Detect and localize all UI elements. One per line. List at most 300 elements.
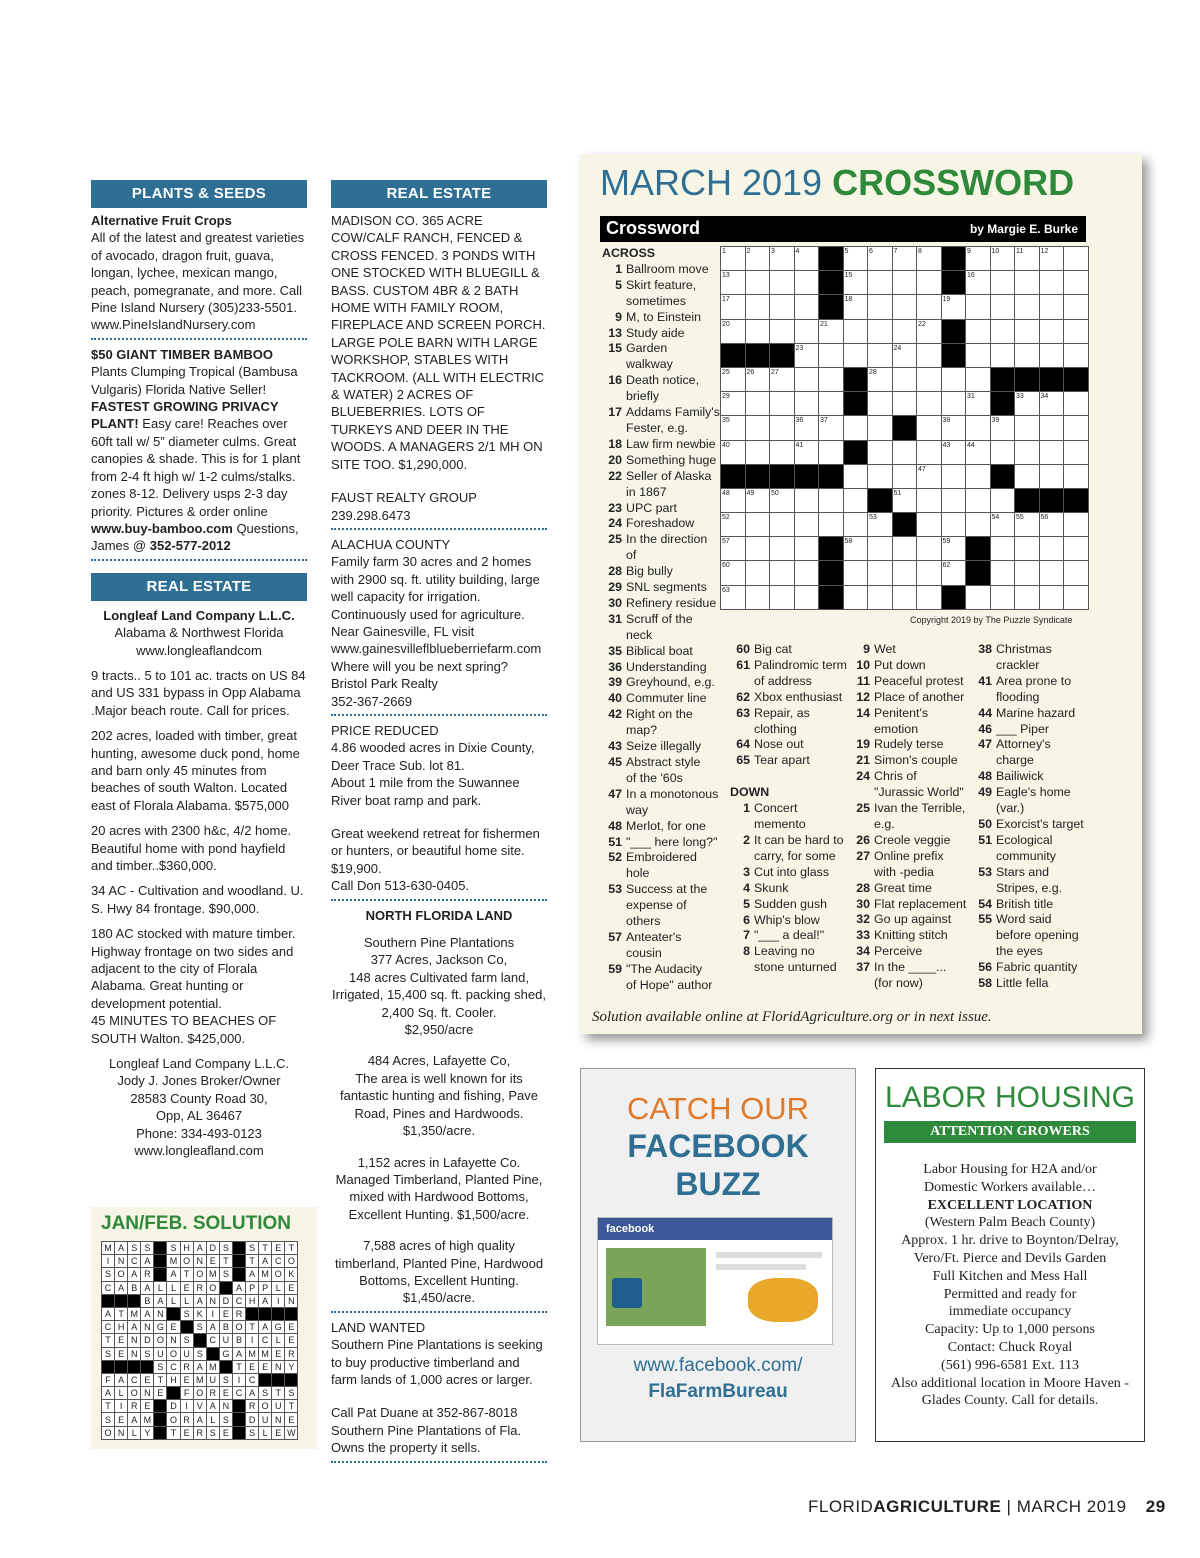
grid-cell[interactable]	[794, 271, 819, 295]
facebook-link[interactable]: www.facebook.com/	[633, 1355, 803, 1376]
solution-cell: C	[232, 1294, 245, 1307]
grid-cell[interactable]	[892, 440, 917, 464]
grid-cell[interactable]	[966, 343, 991, 367]
grid-cell[interactable]: 60	[721, 561, 746, 585]
clue-continuation: of address	[754, 673, 812, 688]
solution-cell: R	[232, 1307, 245, 1320]
grid-cell[interactable]	[917, 585, 942, 609]
listing: 9 tracts.. 5 to 101 ac. tracts on US 84 and US 331 bypass in Opp Alabama .Major beach route. Call for prices.	[91, 667, 306, 718]
grid-cell[interactable]: 44	[966, 440, 991, 464]
grid-cell[interactable]: 5	[843, 247, 868, 271]
grid-cell[interactable]: 49	[745, 488, 770, 512]
grid-cell	[868, 488, 893, 512]
solution-cell: I	[115, 1400, 128, 1413]
grid-cell[interactable]	[770, 513, 795, 537]
grid-cell[interactable]: 38	[941, 416, 966, 440]
clue: 50 Exorcist's target	[978, 816, 1084, 831]
grid-cell	[794, 464, 819, 488]
solution-cell: M	[206, 1268, 219, 1281]
grid-cell	[941, 247, 966, 271]
grid-cell[interactable]	[868, 392, 893, 416]
page-text-placeholder	[716, 1252, 822, 1258]
grid-cell[interactable]	[1064, 295, 1089, 319]
grid-cell[interactable]: 28	[868, 367, 893, 391]
grid-cell[interactable]	[1064, 392, 1089, 416]
grid-cell[interactable]	[868, 561, 893, 585]
solution-cell	[193, 1334, 206, 1347]
grid-cell[interactable]: 15	[843, 271, 868, 295]
grid-cell[interactable]	[941, 392, 966, 416]
grid-cell	[770, 343, 795, 367]
grid-cell[interactable]	[843, 513, 868, 537]
solution-cell: O	[259, 1400, 272, 1413]
crossword-title: MARCH 2019 CROSSWORD	[600, 162, 1075, 203]
clue-continuation: e.g.	[874, 816, 895, 831]
solution-cell	[154, 1242, 167, 1255]
grid-cell[interactable]: 41	[794, 440, 819, 464]
grid-cell[interactable]: 51	[892, 488, 917, 512]
grid-cell[interactable]	[868, 537, 893, 561]
grid-cell[interactable]	[1039, 416, 1064, 440]
grid-cell[interactable]: 43	[941, 440, 966, 464]
grid-cell[interactable]	[892, 585, 917, 609]
clue: 35 Biblical boat	[608, 643, 693, 658]
crossword-panel	[580, 154, 1142, 1034]
grid-cell[interactable]: 29	[721, 392, 746, 416]
grid-cell[interactable]	[1015, 343, 1040, 367]
solution-cell: S	[154, 1360, 167, 1373]
grid-cell[interactable]: 4	[794, 247, 819, 271]
solution-cell: U	[219, 1334, 232, 1347]
grid-cell[interactable]	[1064, 537, 1089, 561]
ad-link[interactable]: www.buy-bamboo.com	[91, 520, 233, 536]
grid-cell[interactable]	[868, 464, 893, 488]
grid-cell[interactable]	[1015, 319, 1040, 343]
grid-cell[interactable]	[770, 295, 795, 319]
grid-cell[interactable]	[990, 440, 1015, 464]
grid-cell[interactable]	[770, 440, 795, 464]
grid-cell[interactable]	[770, 416, 795, 440]
grid-cell[interactable]	[1039, 537, 1064, 561]
grid-cell[interactable]: 10	[990, 247, 1015, 271]
orange-photo	[748, 1278, 818, 1322]
grid-cell[interactable]	[868, 319, 893, 343]
grid-cell[interactable]: 8	[917, 247, 942, 271]
clue: 34 Perceive	[856, 944, 923, 959]
solution-cell: M	[141, 1413, 154, 1426]
grid-cell[interactable]	[745, 392, 770, 416]
grid-cell[interactable]	[917, 488, 942, 512]
labor-housing-ad	[875, 1068, 1145, 1442]
grid-cell	[892, 416, 917, 440]
grid-cell[interactable]: 53	[868, 513, 893, 537]
grid-cell[interactable]	[794, 392, 819, 416]
solution-cell: A	[232, 1281, 245, 1294]
clue: 24 Chris of	[856, 769, 917, 784]
grid-cell[interactable]	[745, 537, 770, 561]
crossword-grid[interactable]	[720, 246, 1089, 610]
grid-cell[interactable]	[941, 367, 966, 391]
grid-cell[interactable]	[917, 440, 942, 464]
grid-cell[interactable]	[745, 295, 770, 319]
solution-cell: H	[167, 1373, 180, 1386]
solution-cell: A	[128, 1268, 141, 1281]
grid-cell[interactable]	[917, 367, 942, 391]
clue: 60 Big cat	[736, 642, 792, 656]
grid-cell[interactable]	[745, 416, 770, 440]
solution-cell: H	[246, 1294, 259, 1307]
grid-cell[interactable]	[819, 513, 844, 537]
grid-cell[interactable]	[941, 488, 966, 512]
solution-cell: A	[167, 1268, 180, 1281]
grid-cell[interactable]: 48	[721, 488, 746, 512]
grid-cell[interactable]	[745, 440, 770, 464]
grid-cell[interactable]	[843, 343, 868, 367]
solution-cell: O	[180, 1255, 193, 1268]
grid-cell[interactable]	[843, 319, 868, 343]
solution-cell: L	[128, 1426, 141, 1439]
solution-cell: E	[272, 1347, 285, 1360]
grid-cell[interactable]	[990, 295, 1015, 319]
grid-cell	[941, 319, 966, 343]
grid-cell[interactable]	[819, 367, 844, 391]
clue: 5 Skirt feature,	[615, 277, 697, 292]
clue: 28 Great time	[856, 880, 932, 895]
grid-cell[interactable]: 63	[721, 585, 746, 609]
grid-cell[interactable]	[966, 513, 991, 537]
grid-cell[interactable]	[843, 585, 868, 609]
clue-continuation: emotion	[874, 721, 919, 736]
grid-cell[interactable]	[990, 488, 1015, 512]
grid-cell[interactable]	[819, 343, 844, 367]
grid-cell[interactable]	[1015, 440, 1040, 464]
ad-headline: FACEBOOK	[627, 1128, 809, 1164]
grid-cell[interactable]: 18	[843, 295, 868, 319]
grid-cell[interactable]	[770, 561, 795, 585]
grid-cell[interactable]	[1064, 513, 1089, 537]
solution-cell: R	[246, 1400, 259, 1413]
grid-cell[interactable]	[892, 271, 917, 295]
footer-brand: FLORID	[808, 1497, 874, 1516]
solution-cell: A	[128, 1413, 141, 1426]
footer-issue: MARCH 2019	[1016, 1497, 1127, 1516]
grid-cell[interactable]	[917, 513, 942, 537]
solution-cell: E	[246, 1360, 259, 1373]
grid-cell[interactable]	[990, 537, 1015, 561]
grid-cell[interactable]	[892, 319, 917, 343]
signature-line: Jody J. Jones Broker/Owner	[117, 1073, 281, 1089]
section-header-real-estate: REAL ESTATE	[331, 180, 547, 208]
solution-cell	[141, 1360, 154, 1373]
solution-cell: F	[102, 1373, 115, 1386]
clue: 18 Law firm newbie	[608, 436, 716, 451]
grid-cell[interactable]	[966, 367, 991, 391]
grid-cell[interactable]	[917, 537, 942, 561]
grid-cell[interactable]: 19	[941, 295, 966, 319]
grid-cell[interactable]	[1039, 295, 1064, 319]
grid-cell[interactable]	[794, 585, 819, 609]
grid-cell[interactable]	[745, 561, 770, 585]
grid-cell[interactable]	[966, 416, 991, 440]
grid-cell[interactable]	[1039, 440, 1064, 464]
grid-cell[interactable]	[892, 464, 917, 488]
facebook-link[interactable]: FlaFarmBureau	[648, 1381, 788, 1402]
grid-cell[interactable]	[917, 271, 942, 295]
grid-cell[interactable]	[843, 416, 868, 440]
grid-cell[interactable]	[745, 513, 770, 537]
solution-cell: S	[180, 1307, 193, 1320]
grid-cell[interactable]	[1064, 561, 1089, 585]
grid-cell[interactable]	[770, 319, 795, 343]
grid-cell[interactable]	[1064, 343, 1089, 367]
grid-cell[interactable]: 1	[721, 247, 746, 271]
grid-cell[interactable]	[868, 343, 893, 367]
grid-cell[interactable]	[794, 513, 819, 537]
grid-cell[interactable]: 47	[917, 464, 942, 488]
solution-cell: A	[154, 1294, 167, 1307]
grid-cell[interactable]: 20	[721, 319, 746, 343]
grid-cell[interactable]	[770, 392, 795, 416]
grid-cell[interactable]	[917, 392, 942, 416]
solution-cell: U	[206, 1373, 219, 1386]
grid-cell[interactable]: 17	[721, 295, 746, 319]
grid-cell[interactable]	[819, 392, 844, 416]
grid-cell[interactable]: 62	[941, 561, 966, 585]
solution-cell: C	[232, 1387, 245, 1400]
grid-cell[interactable]	[1039, 319, 1064, 343]
grid-cell[interactable]: 16	[966, 271, 991, 295]
grid-cell[interactable]	[843, 561, 868, 585]
grid-cell[interactable]	[1064, 464, 1089, 488]
grid-cell[interactable]	[1015, 537, 1040, 561]
grid-cell[interactable]	[868, 440, 893, 464]
grid-cell[interactable]	[1064, 585, 1089, 609]
solution-cell: N	[154, 1307, 167, 1320]
clue: 63 Repair, as	[736, 705, 810, 720]
grid-cell[interactable]	[892, 392, 917, 416]
grid-cell[interactable]	[794, 537, 819, 561]
grid-cell[interactable]: 21	[819, 319, 844, 343]
solution-cell	[259, 1373, 272, 1386]
solution-cell: N	[128, 1347, 141, 1360]
grid-cell[interactable]	[794, 295, 819, 319]
solution-cell: D	[246, 1413, 259, 1426]
facebook-ad	[580, 1068, 856, 1442]
grid-cell[interactable]	[892, 295, 917, 319]
facebook-screenshot	[597, 1217, 833, 1345]
grid-cell[interactable]	[745, 585, 770, 609]
grid-cell[interactable]	[990, 319, 1015, 343]
grid-cell[interactable]	[794, 488, 819, 512]
clue: 49 Eagle's home	[978, 785, 1071, 800]
grid-cell	[1039, 367, 1064, 391]
grid-cell[interactable]: 56	[1039, 513, 1064, 537]
grid-cell	[1064, 367, 1089, 391]
grid-cell	[990, 367, 1015, 391]
solution-cell: C	[272, 1255, 285, 1268]
grid-cell[interactable]	[892, 537, 917, 561]
grid-cell[interactable]: 25	[721, 367, 746, 391]
solution-cell: M	[259, 1268, 272, 1281]
grid-cell[interactable]: 12	[1039, 247, 1064, 271]
grid-cell[interactable]	[1015, 271, 1040, 295]
grid-cell[interactable]	[892, 561, 917, 585]
grid-cell[interactable]: 3	[770, 247, 795, 271]
grid-cell[interactable]	[1064, 416, 1089, 440]
grid-cell[interactable]: 26	[745, 367, 770, 391]
solution-cell: N	[219, 1400, 232, 1413]
grid-cell[interactable]: 50	[770, 488, 795, 512]
clue: 61 Palindromic term	[736, 657, 847, 672]
grid-cell[interactable]: 31	[966, 392, 991, 416]
clue: 52 Embroidered	[608, 850, 697, 865]
grid-cell[interactable]: 35	[721, 416, 746, 440]
grid-cell[interactable]: 59	[941, 537, 966, 561]
grid-cell	[819, 271, 844, 295]
solution-cell: A	[259, 1255, 272, 1268]
solution-cell: I	[246, 1334, 259, 1347]
grid-cell	[843, 392, 868, 416]
grid-cell[interactable]	[1064, 440, 1089, 464]
grid-cell[interactable]: 55	[1015, 513, 1040, 537]
grid-cell[interactable]	[990, 343, 1015, 367]
grid-cell[interactable]: 11	[1015, 247, 1040, 271]
grid-cell[interactable]	[868, 416, 893, 440]
grid-cell[interactable]	[1015, 295, 1040, 319]
solution-cell	[219, 1281, 232, 1294]
grid-cell[interactable]	[1015, 561, 1040, 585]
solution-cell	[232, 1426, 245, 1439]
grid-cell[interactable]	[745, 319, 770, 343]
listing: 180 AC stocked with mature timber. Highway frontage on two sides and adjacent to the city of Florala Alabama. Great hunting or development potential.	[91, 926, 296, 1011]
grid-cell[interactable]	[990, 271, 1015, 295]
clue-continuation: memento	[754, 817, 806, 832]
grid-cell[interactable]	[868, 585, 893, 609]
grid-cell[interactable]: 23	[794, 343, 819, 367]
grid-cell[interactable]: 24	[892, 343, 917, 367]
grid-cell[interactable]	[770, 537, 795, 561]
grid-cell[interactable]	[819, 488, 844, 512]
grid-cell[interactable]	[1064, 319, 1089, 343]
grid-cell	[745, 343, 770, 367]
clue-continuation: with -pedia	[874, 864, 934, 879]
grid-cell[interactable]: 13	[721, 271, 746, 295]
grid-cell[interactable]	[966, 464, 991, 488]
solution-cell: I	[102, 1255, 115, 1268]
grid-cell[interactable]	[917, 561, 942, 585]
grid-cell[interactable]: 34	[1039, 392, 1064, 416]
clue-continuation: clothing	[754, 721, 797, 736]
listing: Family farm 30 acres and 2 homes with 2900 sq. ft. utility building, large well capacity for irrigation. Continuously used for agriculture. Near Gainesville, FL visit www.gainesvilleflblueberriefarm.com Where will you be next spring?	[331, 554, 542, 674]
solution-cell	[272, 1307, 285, 1320]
solution-cell: A	[246, 1387, 259, 1400]
grid-cell[interactable]	[868, 295, 893, 319]
solution-grid	[101, 1241, 298, 1440]
grid-cell[interactable]: 33	[1015, 392, 1040, 416]
grid-cell[interactable]: 22	[917, 319, 942, 343]
solution-cell: A	[102, 1307, 115, 1320]
grid-cell[interactable]: 2	[745, 247, 770, 271]
grid-cell[interactable]: 39	[990, 416, 1015, 440]
solution-cell: A	[206, 1321, 219, 1334]
grid-cell	[1015, 488, 1040, 512]
grid-cell[interactable]: 7	[892, 247, 917, 271]
grid-cell[interactable]: 57	[721, 537, 746, 561]
grid-cell[interactable]: 36	[794, 416, 819, 440]
grid-cell[interactable]	[966, 319, 991, 343]
grid-cell[interactable]	[941, 464, 966, 488]
grid-cell[interactable]	[990, 585, 1015, 609]
grid-cell[interactable]: 52	[721, 513, 746, 537]
grid-cell[interactable]	[843, 488, 868, 512]
grid-cell[interactable]	[892, 367, 917, 391]
grid-cell[interactable]	[843, 464, 868, 488]
grid-cell[interactable]	[868, 271, 893, 295]
grid-cell[interactable]	[1039, 585, 1064, 609]
grid-cell[interactable]: 27	[770, 367, 795, 391]
grid-cell[interactable]	[1015, 585, 1040, 609]
solution-cell: T	[272, 1387, 285, 1400]
grid-cell[interactable]	[745, 271, 770, 295]
grid-cell[interactable]	[1039, 271, 1064, 295]
grid-cell[interactable]	[917, 416, 942, 440]
grid-cell[interactable]	[917, 295, 942, 319]
footer: FLORIDAGRICULTURE | MARCH 2019 29	[808, 1497, 1166, 1516]
clue: 32 Go up against	[856, 912, 952, 927]
grid-cell[interactable]	[1039, 561, 1064, 585]
grid-cell[interactable]	[990, 561, 1015, 585]
grid-cell[interactable]: 40	[721, 440, 746, 464]
solution-cell: R	[180, 1413, 193, 1426]
grid-cell[interactable]	[966, 488, 991, 512]
grid-cell[interactable]	[794, 561, 819, 585]
solution-cell: U	[272, 1400, 285, 1413]
grid-cell[interactable]	[1064, 271, 1089, 295]
grid-cell[interactable]	[794, 367, 819, 391]
clue: 40 Commuter line	[608, 691, 707, 706]
solution-cell: B	[141, 1294, 154, 1307]
clue: 25 Ivan the Terrible,	[856, 801, 966, 816]
grid-cell[interactable]	[770, 271, 795, 295]
solution-cell: A	[259, 1294, 272, 1307]
ad-banner: ATTENTION GROWERS	[884, 1121, 1136, 1143]
clue-continuation: cousin	[626, 945, 662, 960]
clue-continuation: Fester, e.g.	[626, 420, 688, 435]
grid-cell[interactable]	[917, 343, 942, 367]
grid-cell[interactable]	[966, 585, 991, 609]
grid-cell	[843, 367, 868, 391]
grid-cell[interactable]	[1039, 343, 1064, 367]
grid-cell	[941, 585, 966, 609]
grid-cell[interactable]	[966, 295, 991, 319]
grid-cell[interactable]: 9	[966, 247, 991, 271]
solution-cell	[259, 1307, 272, 1320]
grid-cell[interactable]	[1015, 464, 1040, 488]
grid-cell[interactable]	[1039, 464, 1064, 488]
solution-cell: S	[141, 1347, 154, 1360]
grid-cell[interactable]	[794, 319, 819, 343]
grid-cell[interactable]: 6	[868, 247, 893, 271]
grid-cell[interactable]	[1064, 247, 1089, 271]
grid-cell[interactable]	[941, 513, 966, 537]
grid-cell[interactable]	[770, 585, 795, 609]
solution-cell: A	[206, 1400, 219, 1413]
grid-cell[interactable]: 58	[843, 537, 868, 561]
grid-cell[interactable]: 37	[819, 416, 844, 440]
grid-cell[interactable]: 54	[990, 513, 1015, 537]
grid-cell[interactable]	[1015, 416, 1040, 440]
grid-cell[interactable]	[819, 440, 844, 464]
